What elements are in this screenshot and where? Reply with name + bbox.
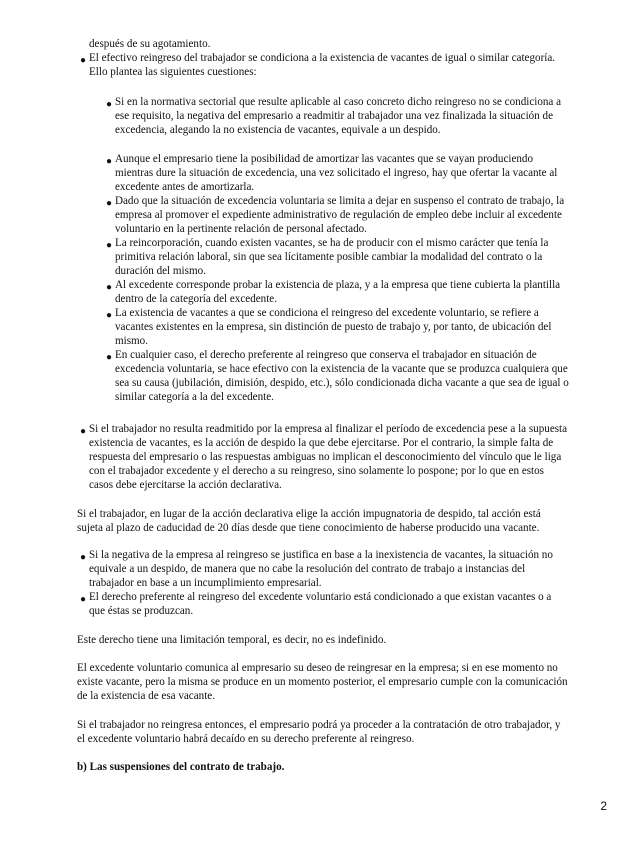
bullet-icon: ● [106,310,113,321]
para-declarativa-line-1: Si el trabajador, en lugar de la acción declarativa elige la acción impugnatoria de despido, tal acción está [77,508,541,520]
sub-bullet-7-line-1: En cualquier caso, el derecho preferente al reingreso que conserva el trabajador en situación de [115,349,537,361]
sub-bullet-1-line-3: excedencia, alegando la no existencia de vacantes, equivale a un despido. [115,124,441,136]
sub-bullet-3-line-2: empresa al promover el expediente administrativo de regulación de empleo debe incluir al excedente [115,209,562,221]
sub-bullet-3-line-3: voluntario en la pertinente relación de personal afectado. [115,223,367,235]
bullet-late-2-line-2: que éstas se produzcan. [89,605,194,617]
bullet-icon: ● [106,352,113,363]
sub-bullet-4-line-2: primitiva relación laboral, sin que sea lícitamente posible cambiar la modalidad del contrato o la [115,251,543,263]
bullet-icon: ● [80,55,87,66]
bullet-readmit-line-1: Si el trabajador no resulta readmitido por la empresa al finalizar el período de excedencia pese a la supuesta [89,423,568,435]
sub-bullet-1-line-1: Si en la normativa sectorial que resulte aplicable al caso concreto dicho reingreso no se condiciona a [115,96,562,108]
sub-bullet-3-line-1: Dado que la situación de excedencia voluntaria se limita a dejar en suspenso el contrato de trabajo, la [115,195,565,207]
bullet-readmit-line-2: existencia de vacantes, es la acción de despido la que debe ejercitarse. Por el contrario, la simple falta de [89,437,554,449]
bullet-icon: ● [80,594,87,605]
bullet-readmit-line-5: casos debe ejercitarse la acción declarativa. [89,479,282,491]
bullet-icon: ● [106,99,113,110]
bullet-late-1-line-3: trabajador en base a un incumplimiento empresarial. [89,577,322,589]
sub-bullet-2-line-1: Aunque el empresario tiene la posibilidad de amortizar las vacantes que se vayan produciendo [115,153,534,165]
bullet-main-line-2: Ello plantea las siguientes cuestiones: [89,66,257,78]
bullet-readmit-line-3: respuesta del empresario o las respuestas ambiguas no implican el desconocimiento del vínculo que le liga [89,451,562,463]
intro-line: después de su agotamiento. [89,38,211,50]
bullet-icon: ● [106,282,113,293]
sub-bullet-6-line-3: mismo. [115,335,148,347]
para-communicate-line-3: de la existencia de esa vacante. [77,690,215,702]
page-number: 2 [600,799,607,813]
bullet-main-line-1: El efectivo reingreso del trabajador se condiciona a la existencia de vacantes de igual o similar categoría. [89,52,556,64]
bullet-readmit-line-4: con el trabajador excedente y el derecho a su reingreso, sino solamente lo pospone; por lo que en estos [89,465,545,477]
sub-bullet-7-line-3: sea su causa (jubilación, dimisión, despido, etc.), sólo condicionada dicha vacante a que sea de igual o [115,377,569,389]
sub-bullet-1-line-2: ese requisito, la negativa del empresario a readmitir al trabajador una vez finalizada la situación de [115,110,554,122]
sub-bullet-7-line-4: similar categoría a la del excedente. [115,391,274,403]
sub-bullet-7-line-2: excedencia voluntaria, se hace efectivo con la existencia de la vacante que se produzca cualquiera que [115,363,568,375]
sub-bullet-4-line-3: duración del mismo. [115,265,206,277]
para-declarativa-line-2: sujeta al plazo de caducidad de 20 días desde que tiene conocimiento de haberse producido una vacante. [77,522,540,534]
bullet-late-1-line-1: Si la negativa de la empresa al reingreso se justifica en base a la inexistencia de vacantes, la situación no [89,549,553,561]
sub-bullet-2-line-3: excedente antes de amortizarla. [115,181,255,193]
para-communicate-line-2: existe vacante, pero la misma se produce en un momento posterior, el empresario cumple con la comunicación [77,676,568,688]
bullet-late-1-line-2: equivale a un despido, de manera que no cabe la resolución del contrato de trabajo a instancias del [89,563,526,575]
sub-bullet-4-line-1: La reincorporación, cuando existen vacantes, se ha de producir con el mismo carácter que tenía la [115,237,549,249]
bullet-icon: ● [106,240,113,251]
bullet-late-2-line-1: El derecho preferente al reingreso del excedente voluntario está condicionado a que existan vacantes o a [89,591,552,603]
sub-bullet-2-line-2: mientras dure la situación de excedencia, una vez solicitado el ingreso, hay que ofertar la vacante al [115,167,558,179]
bullet-icon: ● [106,156,113,167]
para-hire-line-1: Si el trabajador no reingresa entonces, el empresario podrá ya proceder a la contratación de otro trabajador, y [77,719,561,731]
sub-bullet-6-line-2: vacantes existentes en la empresa, sin distinción de puesto de trabajo y, por tanto, de ubicación del [115,321,552,333]
bullet-icon: ● [80,426,87,437]
bullet-icon: ● [80,552,87,563]
para-limit: Este derecho tiene una limitación temporal, es decir, no es indefinido. [77,634,387,646]
para-communicate-line-1: El excedente voluntario comunica al empresario su deseo de reingresar en la empresa; si en ese momento no [77,662,558,674]
section-heading: b) Las suspensiones del contrato de trabajo. [77,761,285,773]
sub-bullet-5-line-1: Al excedente corresponde probar la existencia de plaza, y a la empresa que tiene cubierta la plantilla [115,279,561,291]
sub-bullet-5-line-2: dentro de la categoría del excedente. [115,293,278,305]
para-hire-line-2: el excedente voluntario habrá decaído en su derecho preferente al reingreso. [77,733,415,745]
bullet-icon: ● [106,198,113,209]
sub-bullet-6-line-1: La existencia de vacantes a que se condiciona el reingreso del excedente voluntario, se refiere a [115,307,539,319]
